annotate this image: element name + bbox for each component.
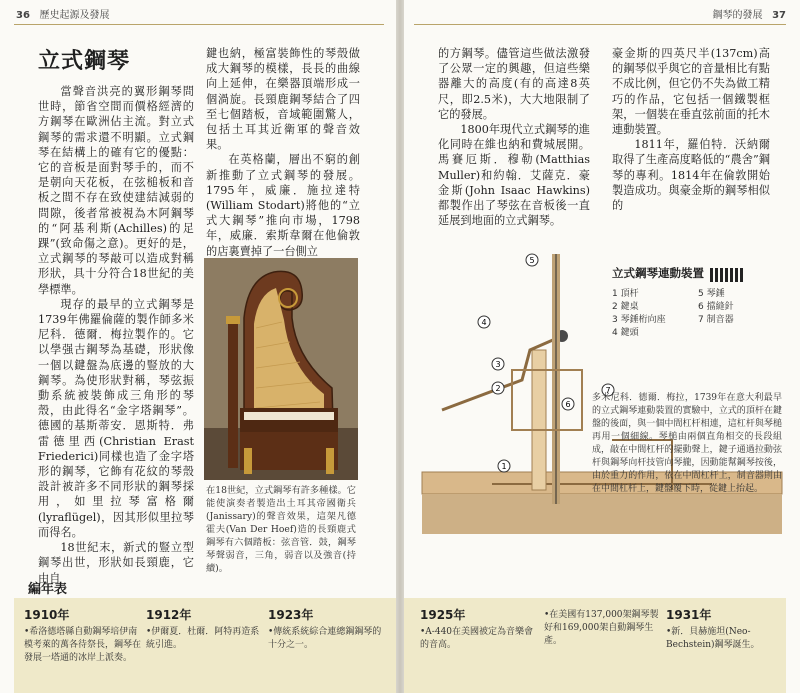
- timeline-text: •新．貝赫施坦(Neo-Bechstein)鋼琴誕生。: [666, 627, 760, 650]
- giraffe-piano-illustration: [204, 258, 358, 480]
- keyboard-icon: [710, 268, 743, 282]
- timeline-item: [666, 606, 784, 652]
- timeline-text: •A-440在美國被定為音樂會的音高。: [420, 627, 534, 650]
- legend-item: 5 琴錘: [698, 289, 725, 299]
- callout-5: 5: [529, 256, 535, 265]
- giraffe-piano-photo: [204, 258, 358, 480]
- paragraph: 鍵也納，極富裝飾性的琴殼做成大鋼琴的模樣，長長的曲線向上延伸，在樂器頂端形成一個渦旋。長頸鹿鋼琴結合了四至七個踏板，音域範圍驚人，包括土耳其近衛軍的聲音效果。: [206, 47, 360, 152]
- header-rule-left: [14, 24, 384, 25]
- paragraph: 豪金斯的四英尺半(137cm)高的鋼琴似乎與它的音量相比有點不成比例，但它仍不失為做工精巧的作品，它包括一個鐵製框架，一個裝在垂直弦前面的托木連動裝置。: [612, 47, 770, 137]
- legend-item: 6 擋縫針: [698, 302, 734, 312]
- timeline-year: 1931年: [666, 608, 712, 622]
- paragraph: 在英格蘭，層出不窮的創新推動了立式鋼琴的發展。1795年，威廉．施拉達特(William Stodart)將他的“立式大鋼琴”推向市場，1798年，威廉．索斯韋爾在他倫敦的店裏賣掉了一台側立: [206, 153, 360, 258]
- paragraph: 的方鋼琴。儘管這些做法激發了公眾一定的興趣，但這些樂器離大的高度(有的高達8英尺，即2.5米)，大大地限制了它的發展。: [438, 47, 590, 121]
- timeline-text: •在美國有137,000架鋼琴製好和169,000架自動鋼琴生產。: [544, 610, 659, 646]
- text-column-4: [612, 46, 770, 213]
- legend-list: [612, 288, 782, 340]
- paragraph: 1811年，羅伯特．沃納爾取得了生產高度略低的“農舍”鋼琴的專利。1814年在倫敦開始製造成功。與豪金斯的鋼琴相似的: [612, 138, 770, 213]
- paragraph: 1800年現代立式鋼琴的進化同時在維也納和費城展開。馬賽厄斯．穆勒(Matthias Muller)和約翰．艾薩克．豪金斯(John Isaac Hawkins)都製作出了琴弦在音板後一直延展到地面的立式鋼琴。: [438, 123, 590, 228]
- book-gutter: [396, 0, 404, 693]
- timeline-text: •傳統系統綜合連總鋼鋼琴的十分之一。: [268, 627, 382, 650]
- paragraph: 當聲音洪亮的翼形鋼琴問世時，節省空間而價格經濟的方鋼琴在歐洲佔主流。對立式鋼琴的需求還不明顯。立式鋼琴在結構上的確有它的優點：它的音板是面對琴手的，而不是朝向天花板，在弦槌板和音板之間不存在致使建結減弱的問隙，後者常被視為木阿鋼琴的“阿基利斯(Achilles)的足踝”(致命傷之意)。更好的是，立式鋼琴的琴敲可以造成對稱形狀，具十分符合18世紀的美學標準。: [38, 85, 194, 296]
- callout-1: 1: [501, 462, 507, 471]
- timeline-item: [420, 606, 538, 652]
- timeline-item: [544, 606, 662, 648]
- timeline-year: 1910年: [24, 608, 70, 622]
- photo-caption: 在18世紀，立式鋼琴有許多種樣。它能使演奏者製造出土耳其帝國衛兵(Janissary)的聲音效果，這架凡德霍夫(Van Der Hoef)造的長頸鹿式鋼琴有六個踏板：弦音管．鼓，鋼琴琴聲弱音，三角，弱音以及強音(持續)。: [206, 485, 356, 574]
- right-running-head: 鋼琴的發展: [712, 10, 763, 21]
- paragraph: 18世紀末，新式的豎立型鋼琴出世，形狀如長頸鹿，它由自: [38, 541, 194, 585]
- legend-item: 7 制音器: [698, 315, 734, 325]
- left-running-header: [16, 6, 109, 21]
- legend-item: 2 鍵桌: [612, 302, 639, 312]
- timeline-item: [24, 606, 142, 665]
- right-page-number: 37: [772, 10, 786, 21]
- legend-item: 4 鍵頭: [612, 328, 639, 338]
- callout-2: 2: [495, 384, 501, 393]
- timeline-text: •希洛德塔縣自動鋼琴培伊南模考萊的萬各待祭長，鋼琴在發展一塔通的冰岸上派奏。: [24, 627, 142, 663]
- right-running-header: [713, 6, 786, 21]
- text-column-1: [38, 84, 194, 586]
- paragraph: 現存的最早的立式鋼琴是1739年佛羅倫薩的製作師多米尼科．德爾．梅拉製作的。它以學强古鋼琴為基礎，形狀像一個以鍵盤為底邊的豎放的大鋼琴。為使形狀對稱，琴弦振動系統被裝飾成三角形的琴殼，由此得名“金字塔鋼琴”。德國的基斯蒂安．恩斯特．弗雷德里西(Christian Erast Friederici)同樣也造了金字塔形的鋼琴，它飾有花紋的琴殼設計被許多不同形狀的鋼琴採用，如里拉琴富格爾(lyraflügel)，因其形似里拉琴而得名。: [38, 297, 194, 539]
- legend-item: 3 琴錘桁向座: [612, 315, 666, 325]
- key-frame: [422, 494, 782, 534]
- left-page-number: 36: [16, 10, 30, 21]
- callout-6: 6: [565, 400, 571, 409]
- header-rule-right: [414, 24, 786, 25]
- diagram-legend: [612, 266, 782, 340]
- timeline-year: 1912年: [146, 608, 192, 622]
- timeline-item: [268, 606, 386, 652]
- timeline-year: 1923年: [268, 608, 314, 622]
- timeline-item: [146, 606, 264, 652]
- diagram-note: 多米尼科．德爾．梅拉，1739年在意大利最早的立式鋼琴連動裝置的實驗中，立式的頂杆在鍵盤的後面，與一個中間杠杆相連，這杠杆與琴槌再用一個細線。琴槌由兩個直角相交的長段組成，敲在中間杠杆的擺動聲上，鍵子通過拉動弦杆與鋼琴向杆技管向琴攏，因動能幫鋼琴按後，由於重力的作用，依在中間杠杆上，制音器則由在中間杠杆上，鍵盤覆下時，從鍵上抬起。: [592, 393, 782, 494]
- timeline-title: 編年表: [28, 582, 68, 597]
- timeline-year: 1925年: [420, 608, 466, 622]
- legend-title: 立式鋼琴連動裝置: [612, 266, 704, 280]
- timeline-text: •伊爾夏．杜爾．阿特再造系統引進。: [146, 627, 260, 650]
- text-column-3: [438, 46, 590, 228]
- legend-item: 1 頂杆: [612, 289, 639, 299]
- text-column-2: [206, 46, 360, 259]
- article-title: 立式鋼琴: [38, 48, 131, 74]
- callout-4: 4: [481, 318, 487, 327]
- left-running-head: 歷史起源及發展: [39, 10, 110, 21]
- callout-7: 7: [605, 386, 611, 395]
- callout-3: 3: [495, 360, 501, 369]
